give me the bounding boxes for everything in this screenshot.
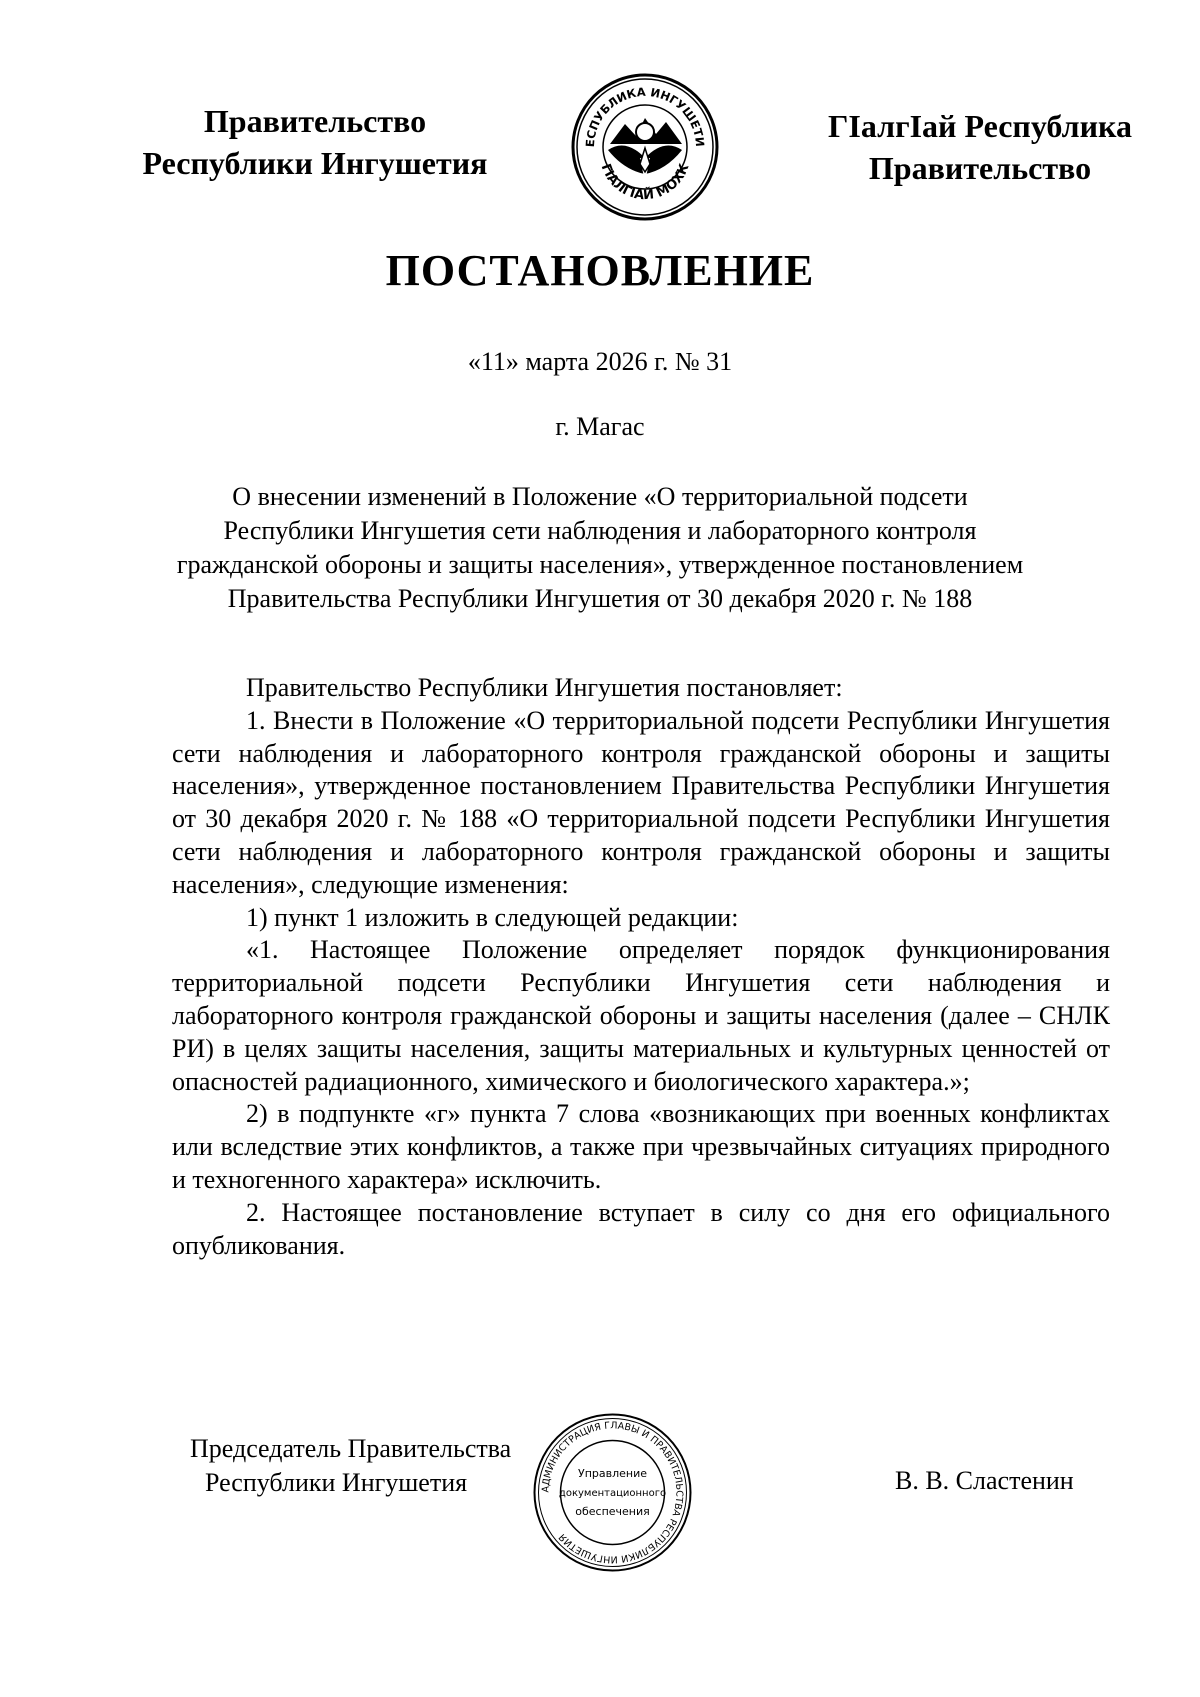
svg-text:Управление: Управление xyxy=(577,1467,648,1480)
header-left xyxy=(100,100,530,184)
svg-text:РЕСПУБЛИКА ИНГУШЕТИЯ: ЕСПУБЛИКА ИНГУШЕТИ xyxy=(582,84,708,148)
signatory-name: В. В. Сластенин xyxy=(895,1466,1074,1495)
header-left-line2: Республики Ингушетия xyxy=(142,145,488,181)
signatory-position-line1: Председатель Правительства xyxy=(190,1434,512,1463)
document-date-number: «11» марта 2026 г. № 31 xyxy=(467,347,733,376)
document-body xyxy=(172,672,1110,1262)
svg-text:обеспечения: обеспечения xyxy=(575,1505,650,1518)
signatory-position-line2: Республики Ингушетия xyxy=(205,1468,468,1497)
signatory-position xyxy=(190,1432,560,1500)
document-title: ПОСТАНОВЛЕНИЕ xyxy=(385,246,815,295)
header-right-line1: ГIалгIай Республика xyxy=(828,108,1132,144)
subject-line: Республики Ингушетия сети наблюдения и лабораторного контроля xyxy=(223,516,977,545)
header-right xyxy=(780,105,1180,189)
document-subject xyxy=(150,480,1050,616)
body-paragraph: 2) в подпункте «г» пункта 7 слова «возникающих при военных конфликтах или вследствие этих конфликтов, а также при чрезвычайных ситуациях природного и техногенного характера» исключить. xyxy=(172,1099,1110,1194)
body-paragraph: Правительство Республики Ингушетия постановляет: xyxy=(246,673,843,702)
header-left-line1: Правительство xyxy=(203,103,427,139)
document-city: г. Магас xyxy=(555,412,645,441)
body-paragraph: 2. Настоящее постановление вступает в силу со дня его официального опубликования. xyxy=(172,1197,1110,1260)
official-stamp-icon xyxy=(530,1410,695,1575)
body-paragraph: «1. Настоящее Положение определяет порядок функционирования территориальной подсети Республики Ингушетия сети наблюдения и лабораторного контроля гражданской обороны и защиты населения (далее – СНЛК РИ) в целях защиты населения, защиты материальных и культурных ценностей от опасностей радиационного, химического и биологического характера.»; xyxy=(172,935,1110,1096)
subject-line: гражданской обороны и защиты населения», утвержденное постановлением xyxy=(176,550,1024,579)
ingushetia-emblem-icon xyxy=(570,72,720,222)
subject-line: Правительства Республики Ингушетия от 30 декабря 2020 г. № 188 xyxy=(227,584,973,613)
subject-line: О внесении изменений в Положение «О территориальной подсети xyxy=(232,482,968,511)
header-right-line2: Правительство xyxy=(868,150,1092,186)
body-paragraph: 1. Внести в Положение «О территориальной подсети Республики Ингушетия сети наблюдения и лабораторного контроля гражданской обороны и защиты населения», утвержденное постановлением Правительства Республики Ингушетия от 30 декабря 2020 г. № 188 «О территориальной подсети Республики Ингушетия сети наблюдения и лабораторного контроля гражданской обороны и защиты населения», следующие изменения: xyxy=(172,705,1110,899)
svg-text:ГIАЛГIАЙ МОХК: ГIАЛГIАЙ МОХК xyxy=(597,161,693,204)
svg-text:документационного: документационного xyxy=(558,1488,667,1499)
svg-text:АДМИНИСТРАЦИЯ ГЛАВЫ И ПРАВИТЕЛ: АДМИНИСТРАЦИЯ ГЛАВЫ И ПРАВИТЕЛЬСТВА РЕСПУБЛИКИ ИНГУШЕТИЯ xyxy=(540,1420,685,1565)
body-paragraph: 1) пункт 1 изложить в следующей редакции: xyxy=(246,902,739,932)
